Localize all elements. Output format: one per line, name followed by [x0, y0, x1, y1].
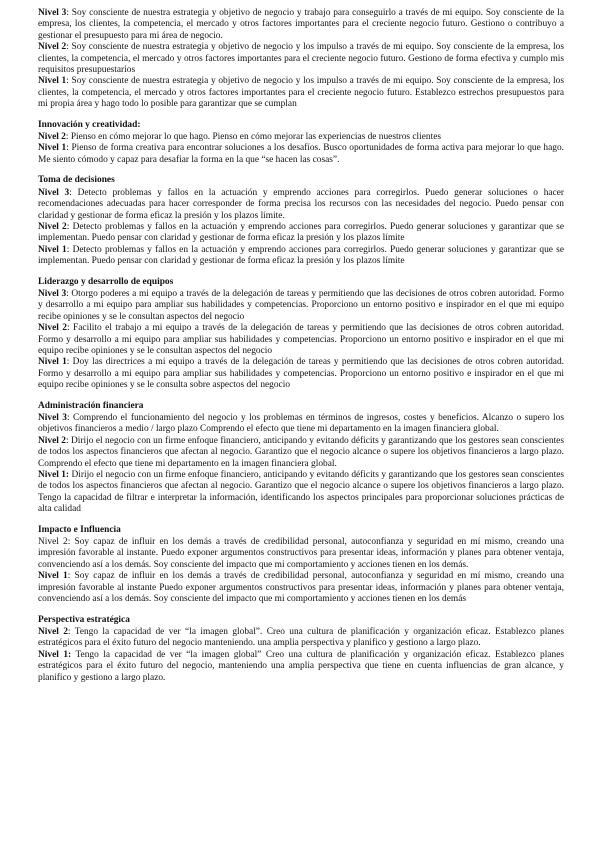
- section-impacto-influencia: [38, 525, 564, 606]
- level-item: [38, 289, 564, 323]
- level-item: [38, 143, 564, 166]
- level-text: : Soy consciente de nuestra estrategia y objetivo de negocio y los impulso a través de mi equipo. Soy consciente de la empresa, los clientes, la competencia, el mercado y otros factores importantes para el creciente negocio futuro. Establezco estrechos presupuestos para mi propia área y hago todo lo posible para garantizar que se cumplan: [38, 76, 564, 110]
- section-heading: Innovación y creatividad:: [38, 119, 141, 130]
- level-item: [38, 245, 564, 268]
- section-administracion-financiera: [38, 401, 564, 516]
- level-label: Nivel 2: [38, 435, 66, 446]
- section-heading: Liderazgo y desarrollo de equipos: [38, 276, 174, 287]
- level-text: : Tengo la capacidad de ver “la imagen global”. Creo una cultura de planificación y organización eficaz. Establezco planes estratégicos para el éxito futuro del negocio manteniendo. una amplia perspectiva y planifico y gestiono a largo plazo.: [38, 626, 564, 649]
- level-label: Nivel 1: [38, 244, 67, 255]
- level-text: : Facilito el trabajo a mi equipo a través de la delegación de tareas y permitiendo que las decisiones de otros cobren autoridad. Formo y desarrollo a mi equipo para ampliar sus habilidades y competencias. Proporciono un entorno positivo e inspirador en el que mi equipo recibe opiniones y se le consultan aspectos del negocio: [38, 323, 564, 356]
- level-text: : Soy capaz de influir en los demás a través de credibilidad personal, autoconfianza y seguridad en mí mismo, creando una impresión favorable al instante Puedo exponer argumentos constructivos para presentar ideas, información y planes para obtener ventaja, convenciendo así a los demás. Soy consciente del impacto que mi comportamiento y acciones tienen en los demás: [38, 571, 564, 605]
- level-text: Nivel 2: Soy capaz de influir en los demás a través de credibilidad personal, autoconfianza y seguridad en mí mismo, creando una impresión favorable al instante. Puedo exponer argumentos constructivos para presentar ideas, información y planes para obtener ventaja, convenciendo así a los demás. Soy consciente del impacto que mi comportamiento y acciones tienen en los demás.: [38, 537, 564, 570]
- level-text: : Detecto problemas y fallos en la actuación y emprendo acciones para corregirlos. Puedo generar soluciones o hacer recomendaciones adecuadas para hacer corresponder de forma precisa los recursos con las necesidades del negocio. Puedo pensar con claridad y gestionar de forma eficaz la presión y los plazos límite.: [38, 187, 564, 221]
- level-text: Tengo la capacidad de ver “la imagen global” Creo una cultura de planificación y organización eficaz. Establezco planes estratégicos para el éxito futuro del negocio, manteniendo una amplia perspectiva que tiene en cuenta influencias de gran alcance, y planifico y gestiono a largo plazo.: [38, 649, 565, 683]
- level-label: Nivel 1:: [38, 649, 72, 660]
- level-item: [38, 537, 564, 571]
- level-item: [38, 571, 564, 605]
- level-text: : Comprendo el funcionamiento del negocio y los problemas en términos de ingresos, costes y beneficios. Alcanzo o supero los objetivos financieros a medio / largo plazo Comprendo el efecto que tiene mi departamento en la imagen financiera global.: [38, 413, 564, 435]
- level-text: Dirijo el negocio con un firme enfoque financiero, anticipando y evitando déficits y garantizando que los gestores sean conscientes de todos los aspectos financieros que afectan al negocio. Garantizo que el negocio alcance o supere los objetivos financieros a largo plazo. Tengo la capacidad de filtrar e interpretar la información, identificando los aspectos principales para proporcionar soluciones prácticas de alta calidad: [38, 470, 564, 515]
- level-label: Nivel 3: [38, 8, 67, 18]
- section-heading: Perspectiva estratégica: [38, 614, 130, 625]
- level-item: [38, 627, 564, 650]
- section-heading: Administración financiera: [38, 400, 144, 411]
- level-item: [38, 413, 564, 436]
- level-item: [38, 323, 564, 357]
- level-label: Nivel 2: [38, 323, 67, 334]
- intro-item: [38, 76, 564, 110]
- level-text: : Detecto problemas y fallos en la actuación y emprendo acciones para corregirlos. Puedo generar soluciones y garantizar que se implementan. Puedo pensar con claridad y gestionar de forma eficaz la presión y los plazos límite: [38, 221, 564, 244]
- level-label: Nivel 1:: [38, 470, 70, 481]
- level-label: Nivel 2: [38, 132, 66, 143]
- section-toma-decisiones: [38, 175, 564, 267]
- intro-item: [38, 42, 564, 76]
- intro-item: [38, 8, 564, 42]
- section-perspectiva-estrategica: [38, 615, 564, 684]
- level-item: [38, 650, 564, 684]
- level-text: : Pienso en cómo mejorar lo que hago. Pienso en cómo mejorar las experiencias de nuestros clientes: [65, 132, 442, 143]
- level-item: [38, 470, 564, 516]
- section-liderazgo: [38, 277, 564, 392]
- level-label: Nivel 1: [38, 571, 68, 582]
- level-text: : Doy las directrices a mi equipo a través de la delegación de tareas y permitiendo que las decisiones de otros cobren autoridad. Formo y desarrollo a mi equipo para ampliar sus habilidades y competencias. Proporciono un entorno positivo e inspirador en el que mi equipo recibe opiniones y se le consulta sobre aspectos del negocio: [38, 357, 564, 391]
- level-label: Nivel 3: [38, 413, 67, 423]
- level-item: [38, 188, 564, 222]
- level-label: Nivel 3: [38, 187, 70, 198]
- section-heading: Toma de decisiones: [38, 175, 115, 186]
- section-innovacion: [38, 120, 564, 167]
- level-label: Nivel 2: [38, 626, 68, 637]
- level-item: [38, 132, 564, 143]
- level-text: : Dirijo el negocio con un firme enfoque financiero, anticipando y evitando déficits y garantizando que los gestores sean conscientes de todos los aspectos financieros que afectan al negocio. Garantizo que el negocio alcance o supere los objetivos financieros a largo plazo. Comprendo el efecto que tiene mi departamento en la imagen financiera global.: [38, 435, 564, 469]
- section-heading: Impacto e Influencia: [38, 524, 121, 535]
- level-item: [38, 222, 564, 245]
- intro-block: [38, 8, 564, 111]
- level-item: [38, 357, 564, 391]
- level-text: : Soy consciente de nuestra estrategia y objetivo de negocio y los impulso a través de mi equipo. Soy consciente de la empresa, los clientes, la competencia, el mercado y otros factores importantes para el creciente negocio futuro. Gestiono de forma efectiva y cumplo mis requisitos presupuestarios: [38, 42, 564, 76]
- level-label: Nivel 2: [38, 221, 67, 232]
- level-label: Nivel 1: [38, 143, 67, 154]
- level-text: : Soy consciente de nuestra estrategia y objetivo de negocio y trabajo para conseguirlo a través de mi equipo. Soy consciente de la empresa, los clientes, la competencia, el mercado y otros factores importantes para el creciente negocio futuro. Gestiono o contribuyo a gestionar el presupuesto para mi área de negocio.: [38, 8, 564, 41]
- level-text: : Pienso de forma creativa para encontrar soluciones a los desafíos. Busco oportunidades de forma activa para mejorar lo que hago. Me siento cómodo y capaz para desafiar la forma en la que “se hacen las cosas”.: [38, 143, 564, 165]
- level-label: Nivel 3: [38, 288, 67, 299]
- level-text: : Detecto problemas y fallos en la actuación y emprendo acciones para corregirlos. Puedo generar soluciones y garantizar que se implementan. Puedo pensar con claridad y gestionar de forma eficaz la presión y los plazos límite: [38, 244, 564, 267]
- level-label: Nivel 1: [38, 357, 67, 368]
- level-text: : Otorgo poderes a mi equipo a través de la delegación de tareas y permitiendo que las decisiones de otros cobren autoridad. Formo y desarrollo a mi equipo para ampliar sus habilidades y competencias. Proporciono un entorno positivo e inspirador en el que mi equipo recibe opiniones y se le consultan aspectos del negocio: [38, 288, 564, 322]
- level-label: Nivel 1: [38, 76, 67, 87]
- level-item: [38, 436, 564, 470]
- document-page: [38, 8, 564, 684]
- level-label: Nivel 2: [38, 42, 67, 53]
